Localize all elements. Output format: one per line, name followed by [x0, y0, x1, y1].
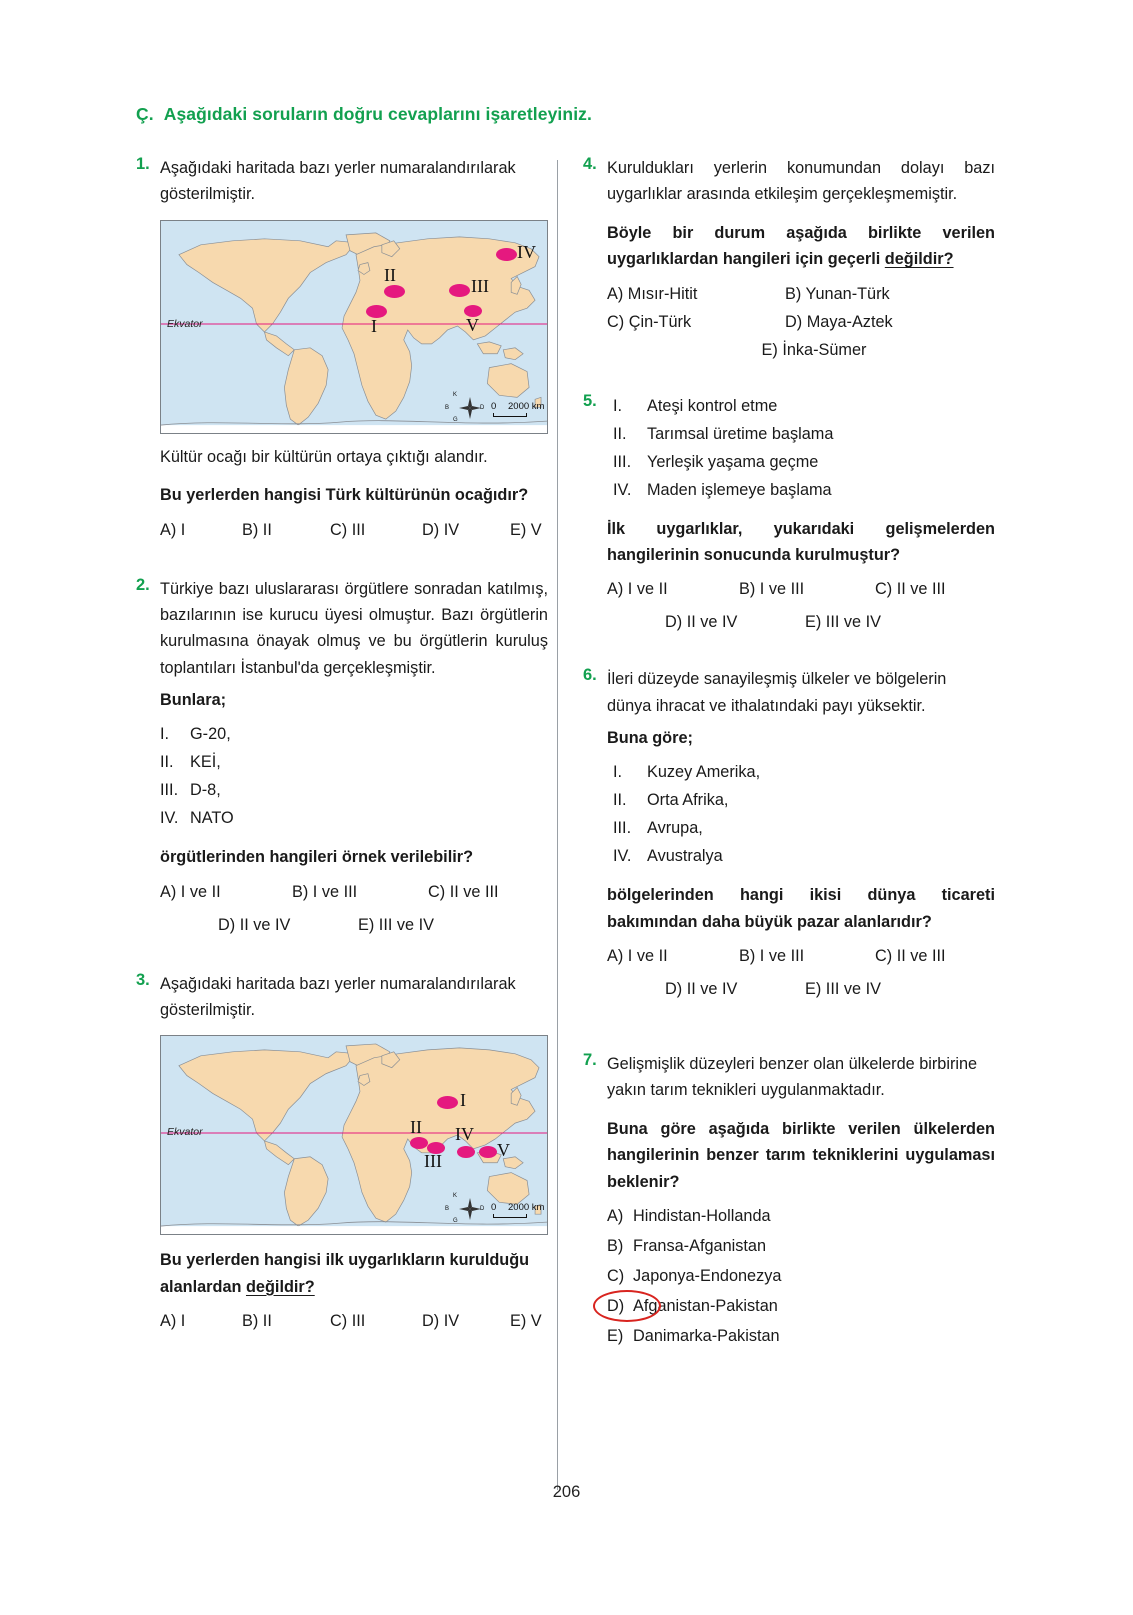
- item-text: Kuzey Amerika,: [647, 763, 761, 782]
- q1-option-b[interactable]: B) II: [242, 520, 272, 539]
- question-stem: Aşağıdaki haritada bazı yerler numaralandırılarak gösterilmiştir.: [160, 974, 516, 1019]
- question-1: [136, 155, 548, 540]
- question-stem: Aşağıdaki haritada bazı yerler numaralandırılarak gösterilmiştir.: [160, 159, 516, 204]
- option-key: B): [607, 1236, 624, 1255]
- list-item: [613, 758, 995, 786]
- q2-option-b[interactable]: B) I ve III: [292, 882, 358, 901]
- q4-option-e[interactable]: E) İnka-Sümer: [761, 340, 867, 359]
- q2-options: [160, 883, 548, 935]
- world-map-2: [160, 1035, 548, 1235]
- question-number: 7.: [583, 1051, 597, 1070]
- list-item: [613, 392, 995, 420]
- q6-options: [607, 947, 995, 999]
- equator-label: Ekvator: [167, 317, 203, 330]
- item-text: Ateşi kontrol etme: [647, 396, 778, 415]
- item-numeral: I.: [613, 763, 623, 782]
- q3-option-e[interactable]: E) V: [510, 1312, 542, 1331]
- question-number: 3.: [136, 970, 150, 989]
- q7-option-c[interactable]: [607, 1267, 995, 1286]
- item-text: D-8,: [190, 781, 221, 800]
- q4-option-c[interactable]: C) Çin-Türk: [607, 312, 692, 331]
- compass-e-label: D: [480, 404, 485, 411]
- item-numeral: I.: [613, 396, 623, 415]
- page-number: 206: [552, 1483, 581, 1501]
- item-text: NATO: [190, 809, 234, 828]
- question-5: [583, 392, 995, 633]
- compass-n-label: K: [453, 391, 458, 398]
- item-numeral: II.: [613, 791, 627, 810]
- option-text: Fransa-Afganistan: [633, 1236, 767, 1255]
- section-title: Aşağıdaki soruların doğru cevaplarını işaretleyiniz.: [163, 104, 592, 124]
- map1-label-III: III: [471, 275, 489, 296]
- section-heading: [136, 104, 592, 125]
- q6-lead: Buna göre;: [607, 729, 693, 748]
- q3-option-a[interactable]: A) I: [160, 1312, 186, 1331]
- scale-bar: [493, 1214, 527, 1218]
- map1-label-I: I: [371, 315, 377, 336]
- item-numeral: III.: [613, 452, 632, 471]
- map2-label-V: V: [497, 1140, 510, 1161]
- q1-after-map-text: Kültür ocağı bir kültürün ortaya çıktığı alandır.: [160, 447, 488, 466]
- map1-marker-II: [384, 285, 405, 298]
- map1-label-V: V: [466, 314, 479, 335]
- q5-options: [607, 580, 995, 632]
- list-item: [613, 420, 995, 448]
- q5-option-b[interactable]: B) I ve III: [739, 580, 805, 599]
- q6-option-e[interactable]: E) III ve IV: [805, 980, 882, 999]
- q1-option-c[interactable]: C) III: [330, 520, 366, 539]
- item-text: Maden işlemeye başlama: [647, 480, 832, 499]
- list-item: [613, 842, 995, 870]
- column-divider: [557, 160, 558, 1490]
- section-letter: Ç.: [136, 104, 154, 124]
- map1-marker-IV: [496, 248, 517, 261]
- right-column: [583, 155, 995, 1372]
- item-numeral: II.: [613, 424, 627, 443]
- q5-option-c[interactable]: C) II ve III: [875, 580, 946, 599]
- option-key: E): [607, 1326, 624, 1345]
- q5-option-a[interactable]: A) I ve II: [607, 580, 668, 599]
- list-item: [160, 776, 548, 804]
- q6-item-list: [607, 758, 995, 870]
- q7-option-b[interactable]: [607, 1237, 995, 1256]
- equator-label-2: Ekvator: [167, 1126, 203, 1139]
- q2-option-e[interactable]: E) III ve IV: [358, 915, 435, 934]
- q5-ask: İlk uygarlıklar, yukarıdaki gelişmelerden hangilerinin sonucunda kurulmuştur?: [607, 519, 995, 565]
- q4-option-a[interactable]: A) Mısır-Hitit: [607, 284, 698, 303]
- list-item: [613, 476, 995, 504]
- map-1-graphic: [161, 221, 547, 433]
- question-stem: Gelişmişlik düzeyleri benzer olan ülkelerde birbirine yakın tarım teknikleri uygulanmaktadır.: [607, 1055, 978, 1100]
- question-number: 5.: [583, 391, 597, 410]
- q1-option-d[interactable]: D) IV: [422, 520, 460, 539]
- q2-option-c[interactable]: C) II ve III: [428, 882, 499, 901]
- option-key: D): [607, 1296, 625, 1315]
- q1-option-a[interactable]: A) I: [160, 520, 186, 539]
- question-number: 1.: [136, 155, 150, 173]
- compass-w-label: B: [445, 1206, 450, 1213]
- question-2: [136, 576, 548, 935]
- q6-option-c[interactable]: C) II ve III: [875, 947, 946, 966]
- question-stem: Kuruldukları yerlerin konumundan dolayı bazı uygarlıklar arasında etkileşim gerçekleşmemiştir.: [607, 159, 995, 204]
- q5-option-d[interactable]: D) II ve IV: [665, 613, 738, 632]
- q7-option-e[interactable]: [607, 1327, 995, 1346]
- q4-ask-text: Böyle bir durum aşağıda birlikte verilen uygarlıklardan hangileri için geçerli değildir?: [607, 223, 995, 269]
- scale-zero-label: 0: [491, 400, 497, 412]
- question-4: [583, 155, 995, 360]
- item-numeral: II.: [160, 753, 174, 772]
- scale-value-label: 2000 km: [508, 1202, 545, 1214]
- q4-option-b[interactable]: B) Yunan-Türk: [785, 284, 890, 303]
- compass-s-label: G: [453, 1218, 458, 1225]
- item-text: G-20,: [190, 725, 231, 744]
- item-numeral: I.: [160, 725, 170, 744]
- compass-w-label: B: [445, 404, 450, 411]
- item-numeral: IV.: [613, 480, 632, 499]
- item-numeral: III.: [160, 781, 179, 800]
- option-key: C): [607, 1266, 625, 1285]
- q2-option-a[interactable]: A) I ve II: [160, 882, 221, 901]
- item-text: KEİ,: [190, 753, 221, 772]
- q2-ask: örgütlerinden hangileri örnek verilebilir?: [160, 848, 474, 867]
- q1-ask: Bu yerlerden hangisi Türk kültürünün ocağıdır?: [160, 486, 529, 505]
- list-item: [613, 786, 995, 814]
- option-text: Japonya-Endonezya: [633, 1266, 782, 1285]
- q2-option-d[interactable]: D) II ve IV: [218, 915, 291, 934]
- map2-label-I: I: [460, 1090, 466, 1111]
- question-6: [583, 666, 995, 999]
- item-text: Tarımsal üretime başlama: [647, 424, 834, 443]
- q4-ask: [607, 220, 995, 273]
- q3-ask: [160, 1247, 548, 1300]
- item-numeral: III.: [613, 819, 632, 838]
- q4-options: [607, 285, 995, 360]
- item-text: Avrupa,: [647, 819, 703, 838]
- q3-ask-text: Bu yerlerden hangisi ilk uygarlıkların kurulduğu alanlardan değildir?: [160, 1251, 530, 1296]
- question-number: 2.: [136, 575, 150, 594]
- map2-label-II: II: [410, 1117, 422, 1138]
- compass-n-label: K: [453, 1193, 458, 1200]
- map-2-graphic: [161, 1036, 547, 1234]
- q7-options: [607, 1207, 995, 1346]
- question-number: 4.: [583, 155, 597, 173]
- list-item: [160, 804, 548, 832]
- q1-option-e[interactable]: E) V: [510, 520, 542, 539]
- q2-item-list: [160, 720, 548, 832]
- q2-lead: Bunlara;: [160, 691, 227, 710]
- q7-option-d[interactable]: [607, 1297, 995, 1316]
- question-stem: Türkiye bazı uluslararası örgütlere sonradan katılmış, bazılarının ise kurucu üyesi olmuştur. Bazı örgütlerin kurulmasına önayak olmuş ve bu örgütlerin kuruluş toplantıları İstanbul'da gerçekleşmiştir.: [160, 579, 548, 677]
- item-numeral: IV.: [160, 809, 179, 828]
- compass-s-label: G: [453, 416, 458, 423]
- item-text: Yerleşik yaşama geçme: [647, 452, 819, 471]
- question-7: [583, 1051, 995, 1346]
- q1-options: [160, 521, 548, 540]
- option-text: Hindistan-Hollanda: [633, 1206, 771, 1225]
- map2-label-IV: IV: [455, 1124, 474, 1145]
- option-key: A): [607, 1206, 624, 1225]
- map1-label-II: II: [384, 264, 396, 285]
- map1-marker-III: [449, 284, 470, 297]
- scale-value-label: 2000 km: [508, 400, 545, 412]
- q3-option-c[interactable]: C) III: [330, 1312, 366, 1331]
- question-number: 6.: [583, 666, 597, 685]
- scale-bar: [493, 413, 527, 417]
- compass-e-label: D: [480, 1206, 485, 1213]
- option-text: Danimarka-Pakistan: [633, 1326, 780, 1345]
- scale-zero-label: 0: [491, 1202, 497, 1214]
- question-stem: İleri düzeyde sanayileşmiş ülkeler ve bölgelerin dünya ihracat ve ithalatındaki payı yüksektir.: [607, 670, 947, 715]
- world-map-1: [160, 220, 548, 434]
- q3-option-d[interactable]: D) IV: [422, 1312, 460, 1331]
- q4-option-d[interactable]: D) Maya-Aztek: [785, 312, 893, 331]
- q6-option-d[interactable]: D) II ve IV: [665, 980, 738, 999]
- item-text: Avustralya: [647, 847, 723, 866]
- q5-option-e[interactable]: E) III ve IV: [805, 613, 882, 632]
- q3-options: [160, 1312, 548, 1331]
- map1-label-IV: IV: [517, 241, 536, 262]
- list-item: [613, 814, 995, 842]
- item-numeral: IV.: [613, 847, 632, 866]
- q6-option-a[interactable]: A) I ve II: [607, 947, 668, 966]
- list-item: [613, 448, 995, 476]
- q6-option-b[interactable]: B) I ve III: [739, 947, 805, 966]
- left-column: [136, 155, 548, 1357]
- item-text: Orta Afrika,: [647, 791, 729, 810]
- q3-option-b[interactable]: B) II: [242, 1312, 272, 1331]
- q7-option-a[interactable]: [607, 1207, 995, 1226]
- q5-item-list: [607, 392, 995, 504]
- option-text: Afganistan-Pakistan: [633, 1296, 778, 1315]
- q7-ask: Buna göre aşağıda birlikte verilen ülkelerden hangilerinin benzer tarım tekniklerini uygulaması beklenir?: [607, 1119, 995, 1191]
- q6-ask: bölgelerinden hangi ikisi dünya ticareti bakımından daha büyük pazar alanlarıdır?: [607, 886, 995, 931]
- list-item: [160, 748, 548, 776]
- list-item: [160, 720, 548, 748]
- map2-label-III: III: [424, 1151, 442, 1172]
- question-3: [136, 971, 548, 1332]
